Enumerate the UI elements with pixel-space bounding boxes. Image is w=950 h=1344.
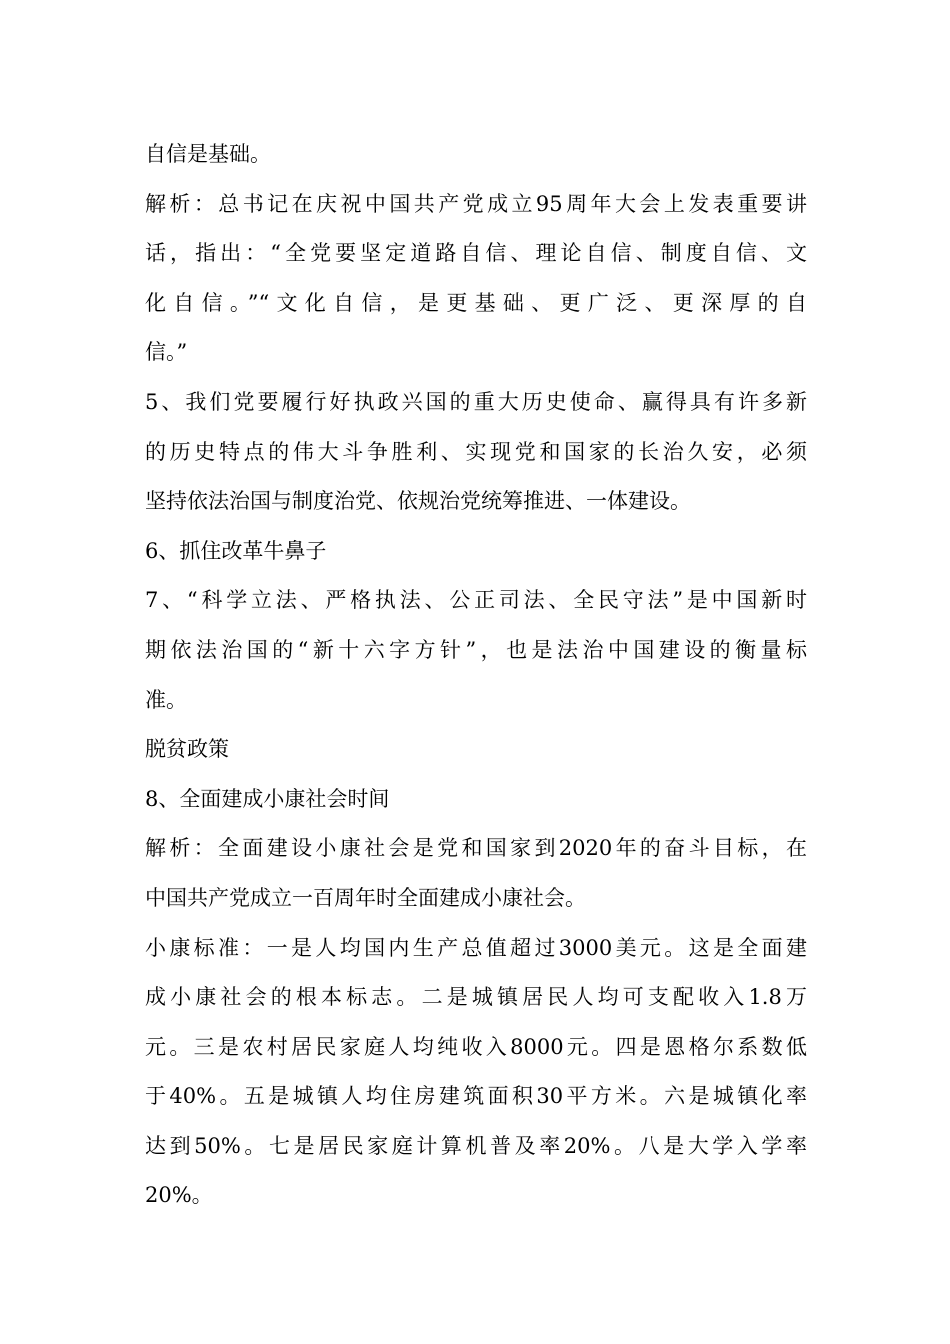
text-line: 化自信。”“文化自信，是更基础、更广泛、更深厚的自	[145, 290, 807, 315]
text-line: 达到50%。七是居民家庭计算机普及率20%。八是大学入学率	[145, 1133, 807, 1158]
document-body	[145, 130, 807, 1221]
text-line: 8、全面建成小康社会时间	[145, 786, 390, 811]
text-line: 话，指出：“全党要坚定道路自信、理论自信、制度自信、文	[145, 241, 807, 266]
section-heading: 脱贫政策	[145, 737, 229, 762]
text-line: 期依法治国的“新十六字方针”，也是法治中国建设的衡量标	[145, 637, 807, 662]
text-line: 自信是基础。	[145, 142, 271, 166]
text-line: 20%。	[145, 1183, 213, 1208]
text-line: 信。”	[145, 340, 188, 365]
text-line: 解析：总书记在庆祝中国共产党成立95周年大会上发表重要讲	[145, 191, 807, 216]
text-line: 坚持依法治国与制度治党、依规治党统筹推进、一体建设。	[145, 489, 691, 514]
text-line: 6、抓住改革牛鼻子	[145, 538, 327, 563]
text-line: 5、我们党要履行好执政兴国的重大历史使命、赢得具有许多新	[145, 389, 807, 414]
text-line: 7、“科学立法、严格执法、公正司法、全民守法”是中国新时	[145, 588, 807, 613]
text-line: 成小康社会的根本标志。二是城镇居民人均可支配收入1.8万	[145, 985, 807, 1010]
text-line: 准。	[145, 687, 187, 712]
text-line: 元。三是农村居民家庭人均纯收入8000元。四是恩格尔系数低	[145, 1034, 807, 1059]
text-line: 解析：全面建设小康社会是党和国家到2020年的奋斗目标，在	[145, 836, 807, 861]
text-line: 的历史特点的伟大斗争胜利、实现党和国家的长治久安，必须	[145, 439, 807, 464]
text-line: 小康标准：一是人均国内生产总值超过3000美元。这是全面建	[145, 935, 807, 960]
text-line: 于40%。五是城镇人均住房建筑面积30平方米。六是城镇化率	[145, 1084, 807, 1109]
text-line: 中国共产党成立一百周年时全面建成小康社会。	[145, 885, 586, 910]
